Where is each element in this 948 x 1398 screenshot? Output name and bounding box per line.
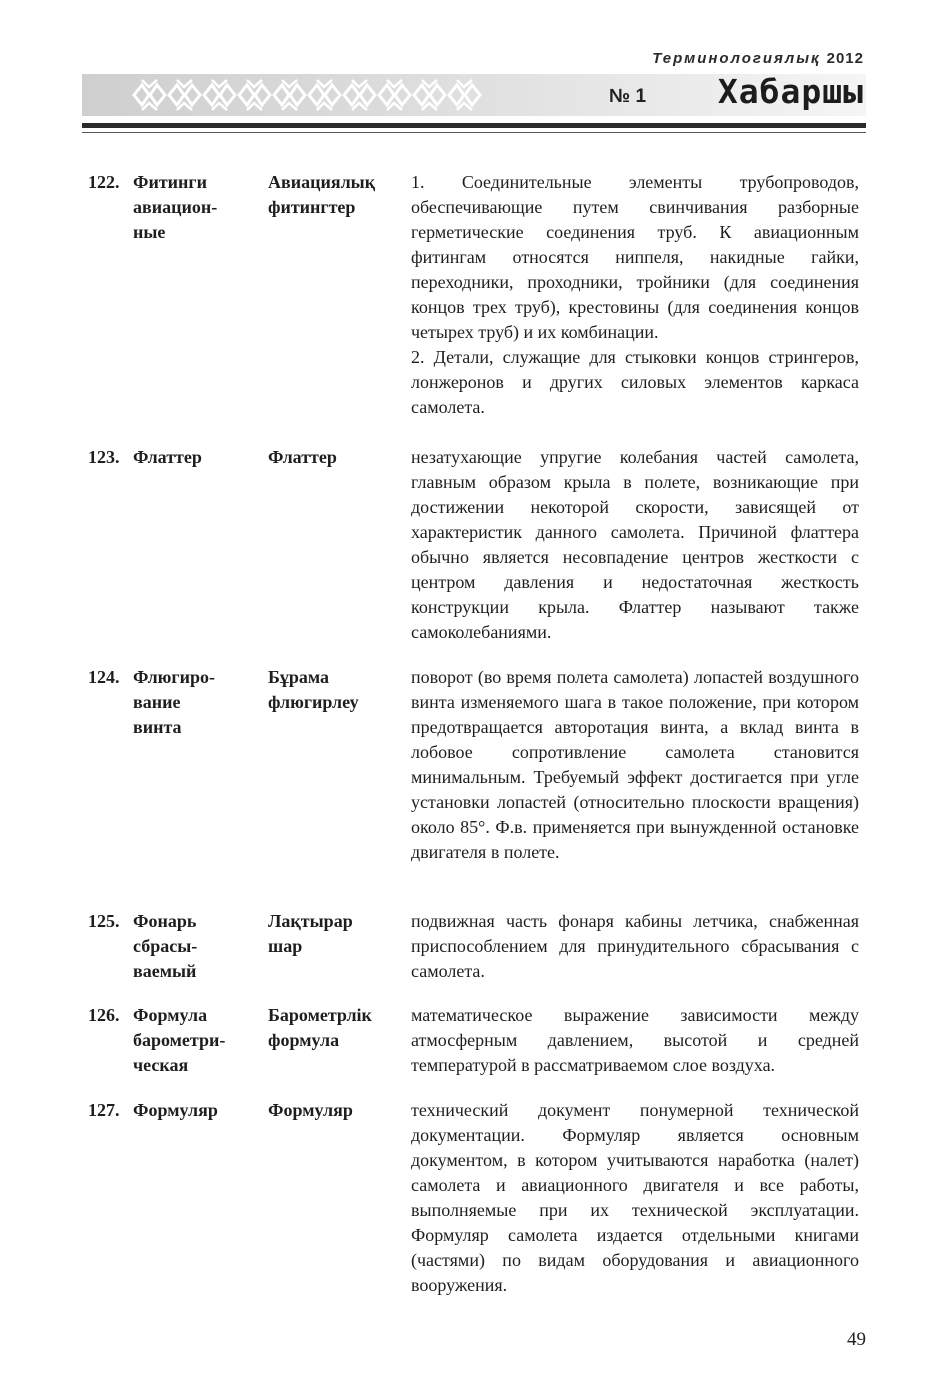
journal-series-name: Терминологиялық: [652, 50, 821, 67]
entry-number: 123.: [88, 447, 120, 467]
definition-paragraph: технический документ понумерной технической документации. Формуляр является основным документом, в котором учитываются наработка (налет) самолета и авиационного двигателя и все работы, выполняемые при их технической эксплуатации. Формуляр самолета издается отдельными книгами (частями) по видам оборудования и авиационного вооружения.: [411, 1100, 859, 1295]
definition-paragraph: незатухающие упругие колебания частей самолета, главным образом крыла в полете, возникающие при достижении некоторой скорости, зависящей от характеристик данного самолета. Причиной флаттера обычно является несовпадение центров жесткости с центром давления и недостаточная жесткость конструкции крыла. Флаттер называют также самоколебаниями.: [411, 447, 859, 642]
entry-125: [88, 909, 860, 1003]
term-kazakh: Формуляр: [268, 1100, 353, 1120]
term-russian: Флюгиро- вание винта: [133, 667, 215, 737]
term-russian: Формуляр: [133, 1100, 218, 1120]
term-definition: [411, 665, 859, 865]
definition-paragraph: 1. Соединительные элементы трубопроводов, обеспечивающие путем свинчивания разборные герметические соединения труб. К авиационным фитингам относятся ниппеля, накидные гайки, переходники, проходники, тройники (для соединения концов трех труб), крестовины (для соединения концов четырех труб) и их комбинации.: [411, 172, 859, 342]
journal-year: 2012: [826, 50, 864, 67]
term-russian: Формула барометри- ческая: [133, 1005, 226, 1075]
journal-series: [652, 50, 864, 67]
issue-number: № 1: [609, 86, 647, 107]
entry-number: 127.: [88, 1100, 120, 1120]
definition-paragraph: 2. Детали, служащие для стыковки концов стрингеров, лонжеронов и других силовых элементов каркаса самолета.: [411, 347, 859, 417]
entry-126: [88, 1003, 860, 1098]
term-kazakh: Лақтырар шар: [268, 911, 353, 956]
term-kazakh: Барометрлік формула: [268, 1005, 372, 1050]
term-russian: Флаттер: [133, 447, 202, 467]
entry-122: [88, 170, 860, 445]
term-definition: [411, 909, 859, 984]
header-rule: [82, 123, 866, 128]
definition-paragraph: подвижная часть фонаря кабины летчика, снабженная приспособлением для принудительного сбрасывания с самолета.: [411, 911, 859, 981]
term-russian: Фитинги авиацион- ные: [133, 172, 218, 242]
page-number: 49: [847, 1329, 866, 1350]
term-definition: [411, 170, 859, 420]
term-definition: [411, 1098, 859, 1298]
term-russian: Фонарь сбрасы- ваемый: [133, 911, 198, 981]
entry-number: 125.: [88, 911, 120, 931]
journal-title: Хабаршы: [717, 72, 864, 111]
entry-number: 122.: [88, 172, 120, 192]
entry-123: [88, 445, 860, 665]
entry-number: 126.: [88, 1005, 120, 1025]
definition-paragraph: поворот (во время полета самолета) лопастей воздушного винта изменяемого шага в такое положение, при котором предотвращается авторотация винта, а вклад винта в лобовое сопротивление самолета становится минимальным. Требуемый эффект достигается при угле установки лопастей (относительно плоскости вращения) около 85°. Ф.в. применяется при вынужденной остановке двигателя в полете.: [411, 667, 859, 862]
glossary-entries: [88, 170, 860, 1298]
header-rule-thin: [82, 132, 866, 133]
entry-124: [88, 665, 860, 909]
ornament-pattern-icon: [132, 78, 482, 112]
term-kazakh: Авиациялық фитингтер: [268, 172, 376, 217]
term-kazakh: Флаттер: [268, 447, 337, 467]
entry-127: [88, 1098, 860, 1298]
term-kazakh: Бұрама флюгирлеу: [268, 667, 359, 712]
entry-number: 124.: [88, 667, 120, 687]
term-definition: [411, 445, 859, 645]
term-definition: [411, 1003, 859, 1078]
definition-paragraph: математическое выражение зависимости между атмосферным давлением, высотой и средней температурой в рассматриваемом слое воздуха.: [411, 1005, 859, 1075]
